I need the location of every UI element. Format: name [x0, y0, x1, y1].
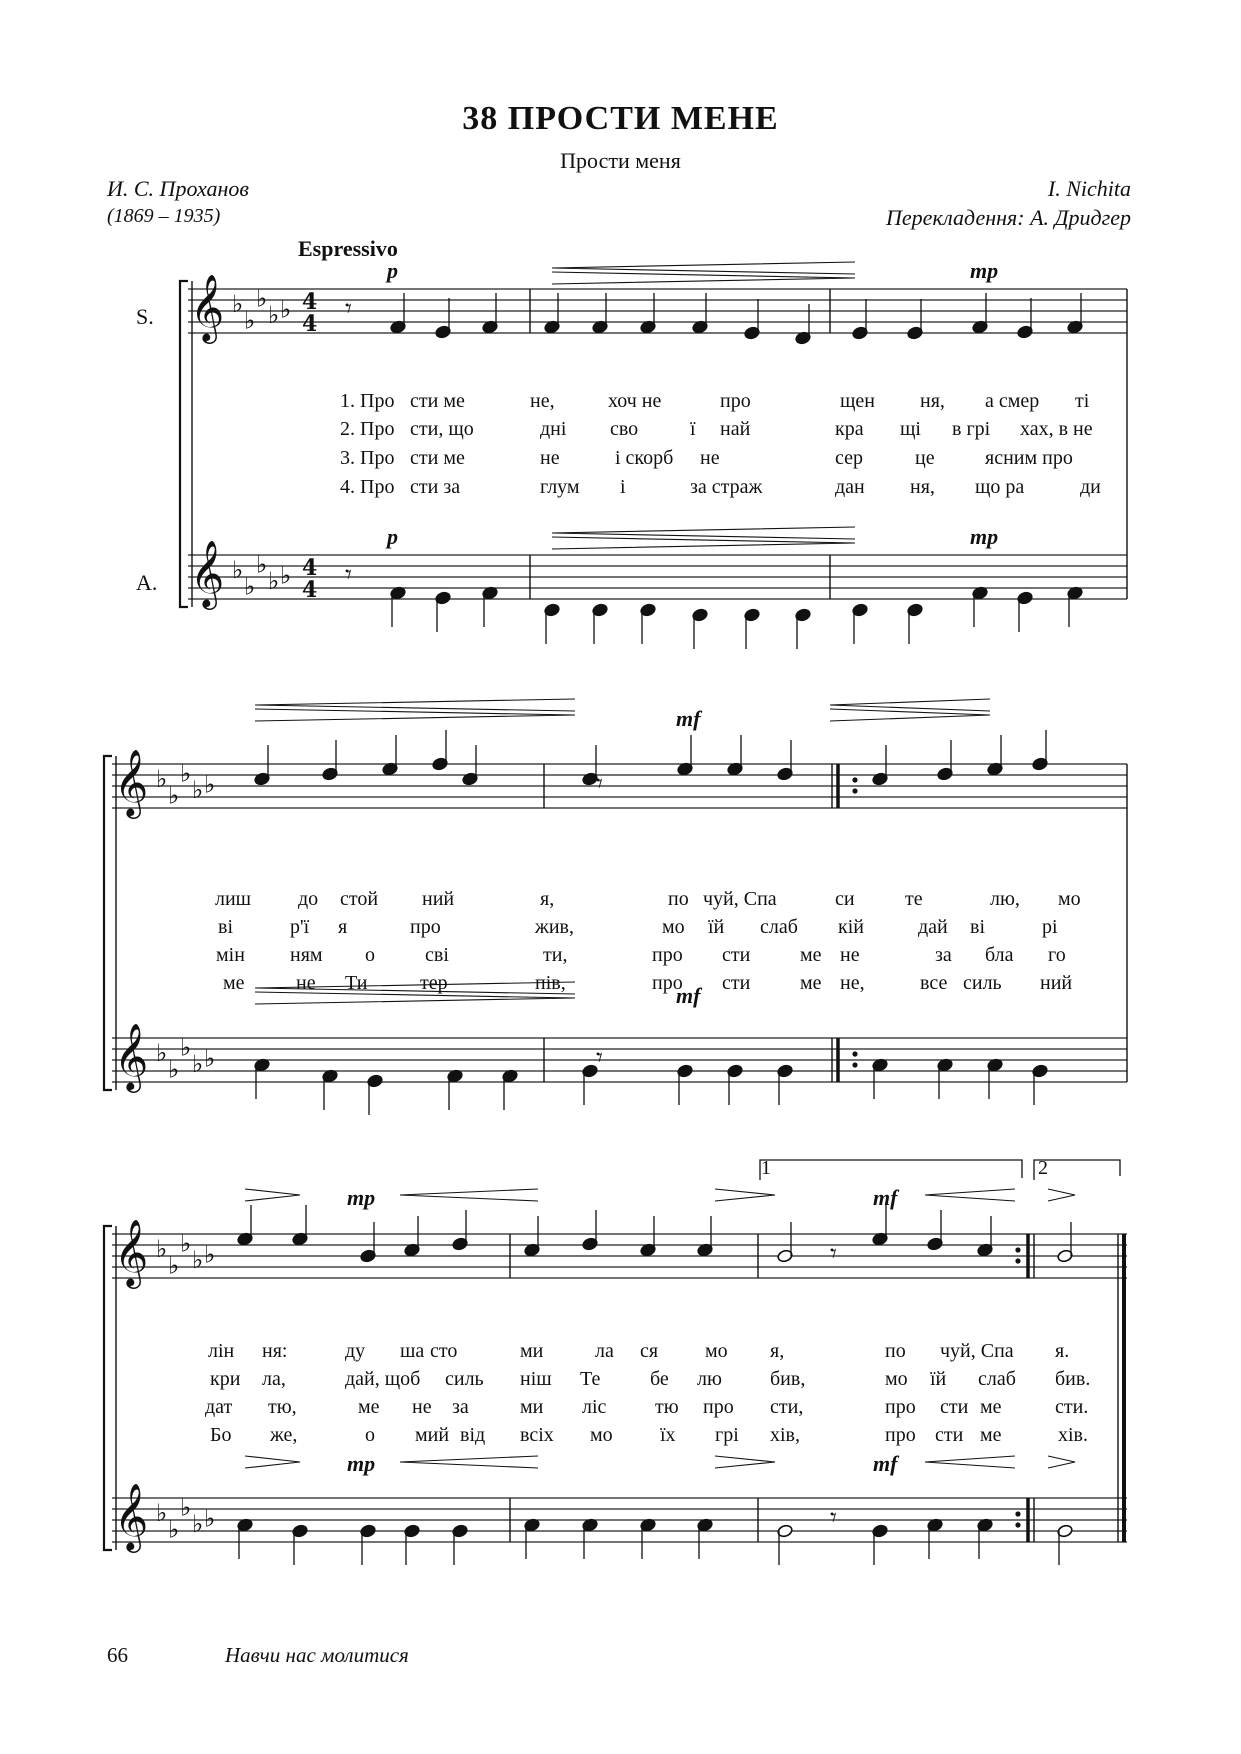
lyric-syllable: їй [930, 1368, 947, 1390]
lyric-syllable: слаб [760, 916, 798, 938]
repeat-dot [1015, 1258, 1020, 1263]
crescendo-hairpin [400, 1456, 538, 1468]
second-ending-label: 2 [1038, 1157, 1048, 1179]
flat-icon: ♭ [180, 759, 192, 788]
lyric-syllable: всіх [520, 1424, 554, 1446]
decrescendo-hairpin [245, 1189, 300, 1201]
flat-icon: ♭ [180, 1493, 192, 1522]
dynamic-p-alto: p [387, 524, 398, 549]
lyric-syllable: тю, [268, 1396, 297, 1418]
dynamic-mp-s3: mp [347, 1185, 376, 1210]
dynamic-p-soprano: p [387, 258, 398, 283]
flat-icon: ♭ [156, 1235, 168, 1263]
decrescendo-hairpin [245, 1456, 300, 1468]
eighth-rest-icon: 𝄾 [830, 1503, 837, 1533]
dynamic-mf-a3: mf [873, 1451, 898, 1476]
dynamic-mp-alto: mp [970, 524, 999, 549]
lyric-syllable: ві [970, 916, 985, 938]
crescendo-hairpin [830, 699, 990, 711]
lyric-syllable: 1. Про [340, 390, 395, 412]
lyric-syllable: же, [270, 1424, 298, 1446]
dynamic-mf-a2: mf [676, 983, 701, 1008]
lyric-syllable: ме [980, 1424, 1002, 1446]
lyric-syllable: бе [650, 1368, 669, 1390]
lyric-syllable: ду [345, 1340, 366, 1362]
flat-icon: ♭ [156, 1499, 168, 1527]
lyric-syllable: сти ме [410, 390, 465, 412]
lyric-syllable: жив, [535, 916, 574, 938]
lyric-syllable: за страж [690, 476, 763, 498]
lyric-syllable: ла, [262, 1368, 286, 1390]
flat-icon: ♭ [156, 1039, 168, 1067]
lyric-syllable: щі [900, 418, 921, 440]
lyric-syllable: Ти [345, 972, 368, 994]
book-title: Навчи нас молитися [225, 1643, 409, 1667]
lyric-syllable: ми [520, 1396, 544, 1418]
treble-clef-icon: 𝄞 [114, 1218, 149, 1286]
lyric-syllable: ї [690, 418, 696, 440]
first-ending-bracket [760, 1160, 1022, 1180]
flat-icon: ♭ [192, 776, 204, 804]
lyric-syllable: о [365, 1424, 375, 1446]
song-subtitle: Прости меня [560, 148, 681, 173]
lyric-syllable: про [885, 1396, 916, 1418]
lyric-syllable: ліс [582, 1396, 607, 1418]
repeat-dot [852, 1051, 857, 1056]
lyric-syllable: сти, [770, 1396, 804, 1418]
crescendo-hairpin [925, 1189, 1015, 1201]
flat-icon: ♭ [204, 1044, 216, 1073]
flat-icon: ♭ [192, 1246, 204, 1274]
lyric-syllable: кра [835, 418, 864, 440]
lyric-syllable: глум [540, 476, 580, 498]
lyric-syllable: сти за [410, 476, 461, 498]
lyric-syllable: те [905, 888, 923, 910]
song-title: 38 ПРОСТИ МЕНЕ [462, 100, 779, 137]
lyric-syllable: 3. Про [340, 447, 395, 469]
lyric-syllable: за [452, 1396, 469, 1418]
lyric-syllable: ня: [262, 1340, 288, 1362]
lyric-syllable: не [296, 972, 316, 994]
lyric-syllable: рі [1042, 916, 1058, 938]
lyric-syllable: ме [800, 972, 822, 994]
lyric-syllable: ві [218, 916, 233, 938]
lyric-syllable: мін [216, 944, 245, 966]
repeat-dot [852, 777, 857, 782]
system-bracket [104, 1226, 112, 1550]
decrescendo-hairpin [552, 537, 855, 549]
lyric-syllable: чуй, Спа [940, 1340, 1014, 1362]
flat-icon: ♭ [268, 301, 280, 329]
flat-icon: ♭ [204, 1504, 216, 1533]
page-number: 66 [107, 1643, 128, 1667]
dynamic-mf-s2: mf [676, 706, 701, 731]
lyric-syllable: до [298, 888, 319, 910]
dynamic-mp-a3: mp [347, 1451, 376, 1476]
eighth-rest-icon: 𝄾 [596, 769, 603, 799]
decrescendo-hairpin [715, 1456, 775, 1468]
lyric-syllable: ти, [543, 944, 568, 966]
lyric-syllable: ний [1040, 972, 1073, 994]
lyric-syllable: ся [640, 1340, 659, 1362]
flat-icon: ♭ [256, 550, 268, 579]
lyric-syllable: лю, [990, 888, 1020, 910]
lyric-syllable: сти [940, 1396, 969, 1418]
lyric-syllable: най [720, 418, 751, 440]
lyric-syllable: хах, в не [1020, 418, 1093, 440]
second-ending-bracket [1034, 1160, 1120, 1180]
lyric-syllable: чуй, Спа [703, 888, 777, 910]
lyric-syllable: ме [358, 1396, 380, 1418]
lyric-syllable: кій [838, 916, 864, 938]
lyric-syllable: хоч не [608, 390, 662, 412]
lyric-syllable: не [840, 944, 860, 966]
flat-icon: ♭ [280, 295, 292, 324]
lyric-syllable: я, [540, 888, 555, 910]
lyric-syllable: дай, щоб [345, 1368, 421, 1390]
lyric-syllable: в грі [952, 418, 991, 440]
lyric-syllable: пів, [535, 972, 566, 994]
time-signature-bottom: 4 [302, 577, 318, 603]
decrescendo-hairpin [1048, 1189, 1075, 1201]
lyric-syllable: сти. [1055, 1396, 1089, 1418]
dynamic-mf-s3: mf [873, 1185, 898, 1210]
eighth-rest-icon: 𝄾 [345, 560, 352, 590]
lyric-syllable: мо [705, 1340, 728, 1362]
lyric-syllable: по [668, 888, 689, 910]
lyric-syllable: сві [425, 944, 449, 966]
lyric-syllable: за [935, 944, 952, 966]
translator: Перекладення: А. Дридгер [886, 205, 1131, 230]
lyric-syllable: мо [590, 1424, 613, 1446]
flat-icon: ♭ [168, 1055, 180, 1084]
lyric-syllable: сер [835, 447, 863, 469]
lyric-syllable: ди [1080, 476, 1101, 498]
lyric-syllable: кри [210, 1368, 241, 1390]
voice-label-alto: A. [136, 570, 158, 595]
flat-icon: ♭ [268, 567, 280, 595]
lyric-syllable: дан [835, 476, 865, 498]
decrescendo-hairpin [830, 709, 990, 721]
lyric-syllable: хів, [770, 1424, 800, 1446]
first-ending-label: 1 [761, 1157, 771, 1179]
lyric-syllable: го [1048, 944, 1066, 966]
lyric-syllable: 4. Про [340, 476, 395, 498]
crescendo-hairpin [552, 262, 855, 274]
lyric-syllable: грі [715, 1424, 739, 1446]
flat-icon: ♭ [244, 306, 256, 335]
crescendo-hairpin [400, 1189, 538, 1201]
repeat-dot [1015, 1511, 1020, 1516]
lyric-syllable: стой [340, 888, 379, 910]
lyric-syllable: мий [415, 1424, 450, 1446]
lyric-syllable: тер [420, 972, 448, 994]
flat-icon: ♭ [192, 1510, 204, 1538]
system-bracket [104, 756, 112, 1090]
lyric-syllable: дні [540, 418, 567, 440]
treble-clef-icon: 𝄞 [190, 539, 225, 607]
time-signature-top: 4 [302, 555, 318, 581]
decrescendo-hairpin [715, 1189, 775, 1201]
lyric-syllable: слаб [978, 1368, 1016, 1390]
lyric-syllable: це [915, 447, 935, 469]
lyric-syllable: а смер [985, 390, 1040, 412]
time-signature-top: 4 [302, 289, 318, 315]
lyric-syllable: їх [660, 1424, 676, 1446]
repeat-dot [852, 1062, 857, 1067]
lyric-syllable: про [720, 390, 751, 412]
lyric-syllable: ня, [910, 476, 935, 498]
voice-label-soprano: S. [136, 304, 154, 329]
flat-icon: ♭ [168, 781, 180, 810]
lyric-syllable: не [412, 1396, 432, 1418]
lyric-syllable: сти [935, 1424, 964, 1446]
flat-icon: ♭ [280, 561, 292, 590]
lyric-syllable: я [338, 916, 348, 938]
lyric-syllable: ніш [520, 1368, 552, 1390]
lyric-syllable: не [540, 447, 560, 469]
lyric-syllable: бив. [1055, 1368, 1091, 1390]
lyric-syllable: мо [885, 1368, 908, 1390]
lyricist: И. С. Проханов [107, 176, 249, 201]
eighth-rest-icon: 𝄾 [830, 1239, 837, 1269]
lyric-syllable: і [620, 476, 626, 498]
flat-icon: ♭ [192, 1050, 204, 1078]
lyric-syllable: про [703, 1396, 734, 1418]
lyric-syllable: сти [722, 972, 751, 994]
lyric-syllable: щен [840, 390, 875, 412]
lyric-syllable: сво [610, 418, 639, 440]
lyric-syllable: мо [1058, 888, 1081, 910]
lyric-syllable: не [700, 447, 720, 469]
lyric-syllable: не, [530, 390, 555, 412]
lyric-syllable: сти, що [410, 418, 474, 440]
repeat-dot [1015, 1522, 1020, 1527]
repeat-dot [852, 788, 857, 793]
lyric-syllable: я. [1055, 1340, 1070, 1362]
lyric-syllable: сти [722, 944, 751, 966]
lyric-syllable: лиш [215, 888, 252, 910]
decrescendo-hairpin [1048, 1456, 1075, 1468]
lyric-syllable: р'ї [290, 916, 310, 938]
lyric-syllable: про [652, 972, 683, 994]
dynamic-mp-soprano: mp [970, 258, 999, 283]
lyricist-years: (1869 – 1935) [107, 205, 221, 227]
lyric-syllable: ме [980, 1396, 1002, 1418]
lyric-syllable: ті [1075, 390, 1090, 412]
crescendo-hairpin [255, 699, 575, 711]
lyric-syllable: сто [430, 1340, 458, 1362]
lyric-syllable: хів. [1058, 1424, 1088, 1446]
lyric-syllable: про [885, 1424, 916, 1446]
treble-clef-icon: 𝄞 [114, 748, 149, 816]
lyric-syllable: ний [422, 888, 455, 910]
lyric-syllable: ня, [920, 390, 945, 412]
flat-icon: ♭ [168, 1251, 180, 1280]
lyric-syllable: дай [918, 916, 948, 938]
lyric-syllable: ясним про [985, 447, 1073, 469]
lyric-syllable: ми [520, 1340, 544, 1362]
flat-icon: ♭ [204, 770, 216, 799]
lyric-syllable: лю [697, 1368, 722, 1390]
lyric-syllable: бив, [770, 1368, 806, 1390]
lyric-syllable: що ра [975, 476, 1025, 498]
lyric-syllable: про [410, 916, 441, 938]
treble-clef-icon: 𝄞 [114, 1022, 149, 1090]
eighth-rest-icon: 𝄾 [345, 294, 352, 324]
lyric-syllable: Те [580, 1368, 601, 1390]
lyric-syllable: силь [963, 972, 1002, 994]
crescendo-hairpin [925, 1456, 1015, 1468]
crescendo-hairpin [552, 527, 855, 539]
lyric-syllable: по [885, 1340, 906, 1362]
flat-icon: ♭ [244, 572, 256, 601]
time-signature-bottom: 4 [302, 311, 318, 337]
repeat-dot [1015, 1247, 1020, 1252]
lyric-syllable: і скорб [615, 447, 674, 469]
tempo-marking: Espressivo [298, 236, 398, 261]
lyric-syllable: я, [770, 1340, 785, 1362]
treble-clef-icon: 𝄞 [114, 1482, 149, 1550]
lyric-syllable: дат [205, 1396, 233, 1418]
flat-icon: ♭ [204, 1240, 216, 1269]
treble-clef-icon: 𝄞 [190, 273, 225, 341]
decrescendo-hairpin [552, 272, 855, 284]
flat-icon: ♭ [232, 290, 244, 318]
decrescendo-hairpin [255, 709, 575, 721]
lyric-syllable: їй [708, 916, 725, 938]
lyric-syllable: ла [595, 1340, 614, 1362]
lyric-syllable: все [920, 972, 948, 994]
flat-icon: ♭ [180, 1229, 192, 1258]
lyric-syllable: від [460, 1424, 486, 1446]
lyric-syllable: си [835, 888, 855, 910]
lyric-syllable: не, [840, 972, 865, 994]
lyric-syllable: силь [445, 1368, 484, 1390]
lyric-syllable: мо [662, 916, 685, 938]
system-bracket [180, 281, 188, 607]
flat-icon: ♭ [256, 284, 268, 313]
lyric-syllable: ме [223, 972, 245, 994]
flat-icon: ♭ [180, 1033, 192, 1062]
lyric-syllable: ме [800, 944, 822, 966]
lyric-syllable: ням [290, 944, 323, 966]
flat-icon: ♭ [156, 765, 168, 793]
lyric-syllable: про [652, 944, 683, 966]
lyric-syllable: сти ме [410, 447, 465, 469]
flat-icon: ♭ [232, 556, 244, 584]
lyric-syllable: лін [208, 1340, 235, 1362]
lyric-syllable: тю [655, 1396, 679, 1418]
lyric-syllable: Бо [210, 1424, 232, 1446]
lyric-syllable: 2. Про [340, 418, 395, 440]
flat-icon: ♭ [168, 1515, 180, 1544]
lyric-syllable: бла [985, 944, 1014, 966]
eighth-rest-icon: 𝄾 [596, 1043, 603, 1073]
lyric-syllable: ша [400, 1340, 425, 1362]
lyric-syllable: о [365, 944, 375, 966]
composer: I. Nichita [1047, 176, 1131, 201]
